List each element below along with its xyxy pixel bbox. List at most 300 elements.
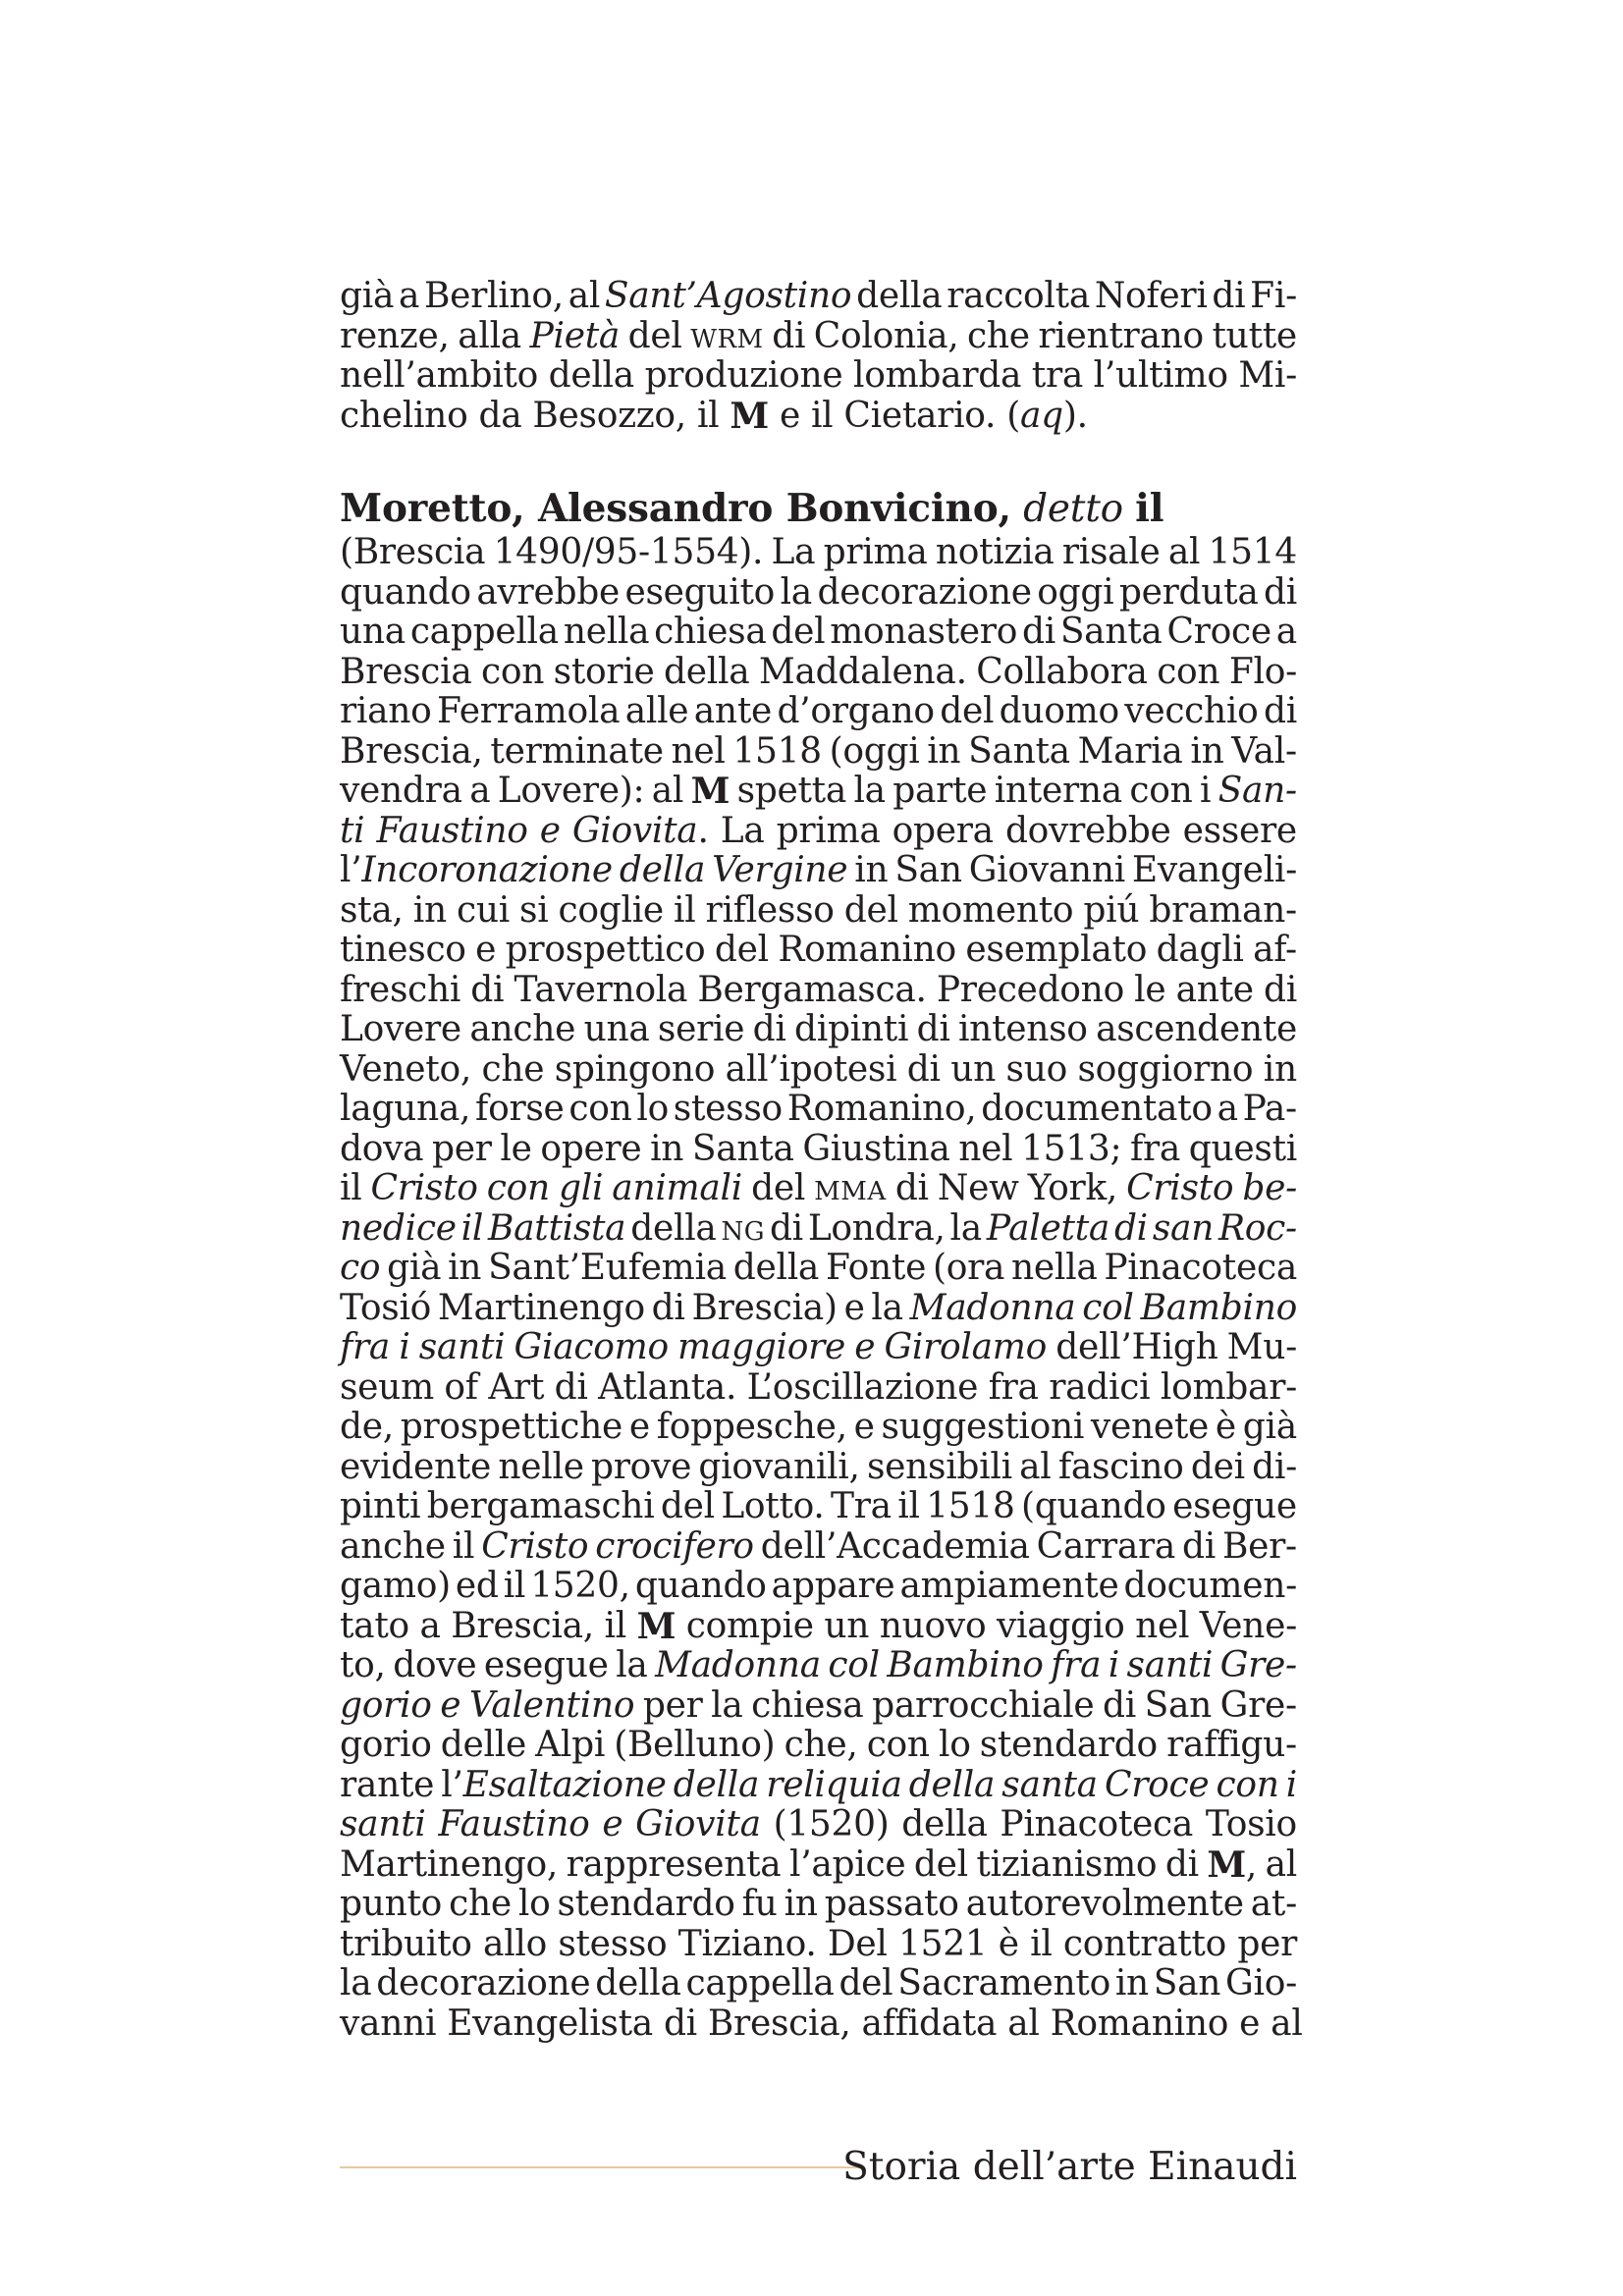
word: che <box>967 315 1030 356</box>
word: santi <box>418 1327 506 1367</box>
word: Gre- <box>1219 1684 1297 1726</box>
word: dipinti <box>794 1009 909 1049</box>
word: bergamaschi <box>426 1486 655 1526</box>
word: Santa <box>1059 612 1163 652</box>
word: nell’ambito <box>340 355 538 396</box>
word: contratto <box>1062 1923 1226 1964</box>
word: del <box>660 1486 715 1526</box>
word: maggiore <box>677 1327 846 1367</box>
text-line <box>340 1289 1297 1329</box>
text-line <box>340 1368 1297 1409</box>
word: di <box>1164 1843 1199 1885</box>
word: Croce <box>1166 612 1271 652</box>
word: per <box>432 1128 492 1169</box>
word: nelle <box>498 1446 584 1487</box>
word: Berlino, <box>423 276 564 316</box>
text-line <box>340 1964 1297 2004</box>
word: Giovita. <box>571 810 709 851</box>
word: 1518 <box>926 1486 1015 1526</box>
word: allo <box>483 1923 547 1964</box>
word: raccolta <box>947 276 1090 316</box>
word: gli <box>558 1168 604 1208</box>
word: (1520) <box>773 1804 890 1844</box>
word: piú <box>1083 889 1140 931</box>
text-line <box>340 277 1297 317</box>
word: del <box>714 930 769 970</box>
word: i <box>399 1327 410 1367</box>
word: di <box>651 1287 685 1328</box>
word: essere <box>1182 810 1297 851</box>
word: rientrano <box>1038 315 1204 356</box>
word: raffigu- <box>1166 1725 1297 1765</box>
word: Pa- <box>1242 1089 1297 1129</box>
word: (Brescia <box>340 532 486 572</box>
word: Cristo <box>370 1168 478 1208</box>
word: 1520, <box>530 1566 630 1606</box>
word: l’Esaltazione <box>441 1764 667 1805</box>
word: sta, <box>340 889 404 931</box>
word: da <box>478 395 522 436</box>
word: Lovere <box>340 1009 461 1049</box>
word: viaggio <box>996 1605 1125 1646</box>
word: di <box>769 1207 803 1249</box>
word: del <box>843 889 898 931</box>
word: in <box>854 850 889 890</box>
word: i <box>1199 771 1212 811</box>
word: Londra, <box>807 1207 946 1249</box>
word: La <box>771 532 816 572</box>
text-line <box>340 1527 1297 1568</box>
word: Collabora <box>976 651 1148 692</box>
word: di <box>1263 691 1297 731</box>
word: delle <box>440 1725 526 1765</box>
word: con <box>1157 651 1220 692</box>
word: tinesco <box>340 930 466 970</box>
text-line <box>340 812 1297 852</box>
word: san <box>1152 1207 1215 1249</box>
word: del <box>913 1843 968 1885</box>
text-line <box>340 1766 1297 1806</box>
word: Martinengo, <box>340 1843 559 1885</box>
word: in <box>412 889 447 931</box>
word: di <box>772 315 806 356</box>
word: de, <box>340 1407 394 1447</box>
word: appare <box>771 1566 895 1606</box>
word: prima <box>776 810 881 851</box>
word: in <box>784 1884 818 1924</box>
word: dei <box>1190 1446 1245 1487</box>
word: monastero <box>830 612 1018 652</box>
word: con <box>486 1168 550 1208</box>
word: al <box>1019 1446 1052 1487</box>
word: si <box>519 889 549 931</box>
word: anche <box>340 1525 446 1567</box>
word: d’organo <box>777 691 935 731</box>
word: e <box>1239 2002 1261 2044</box>
word: Romanino, <box>786 1089 977 1129</box>
word: a <box>469 771 491 811</box>
word: Brescia, <box>451 1605 594 1646</box>
word: una <box>340 612 406 652</box>
word: Vergine <box>712 850 848 890</box>
word: intenso <box>957 1009 1088 1049</box>
word: crocifero <box>595 1525 754 1567</box>
word: L’oscillazione <box>746 1366 979 1408</box>
word: dova <box>340 1128 424 1169</box>
word: che, <box>784 1725 858 1765</box>
text-line <box>340 1925 1297 1965</box>
word: risale <box>1061 532 1161 572</box>
word: Bambino <box>887 1645 1044 1685</box>
word: ante <box>1175 969 1254 1010</box>
text-line <box>340 397 1297 437</box>
word: Brescia <box>340 651 472 692</box>
word: la <box>780 571 812 613</box>
text-line <box>340 1448 1297 1488</box>
word: Fonte <box>825 1248 927 1288</box>
word: Ferramola <box>436 691 621 731</box>
entry-name: Moretto, Alessandro Bonvicino, <box>340 486 1011 531</box>
word: riflesso <box>705 889 835 931</box>
word: lo <box>636 1089 669 1129</box>
word: to, <box>340 1645 386 1685</box>
word: Fi- <box>1250 276 1297 316</box>
word: la <box>949 1207 982 1249</box>
text-line <box>340 891 1297 932</box>
word: nel <box>958 1128 1013 1169</box>
word: di <box>1103 1684 1136 1726</box>
word: renze, <box>340 315 450 356</box>
word: rante <box>340 1764 435 1805</box>
word: l’ultimo <box>1093 355 1228 396</box>
word: Bambino <box>1140 1287 1297 1328</box>
text-line <box>340 692 1297 732</box>
word: e <box>440 1684 461 1726</box>
word: dovrebbe <box>1004 810 1171 851</box>
word: opere <box>540 1128 642 1169</box>
word: ti <box>340 810 365 851</box>
word: in <box>650 1128 684 1169</box>
word: York, <box>1027 1168 1118 1208</box>
word: già <box>1242 1407 1297 1447</box>
word: la <box>853 771 886 811</box>
word: Carrara <box>1036 1525 1176 1567</box>
text-line <box>340 1805 1297 1845</box>
text-line <box>340 1726 1297 1766</box>
word: Alpi <box>535 1725 606 1765</box>
word: per <box>1237 1923 1297 1964</box>
text-line <box>340 1686 1297 1727</box>
word: di <box>1212 276 1246 316</box>
word: di <box>1264 969 1297 1010</box>
word: vendra <box>340 771 462 811</box>
word: a <box>1217 1089 1238 1129</box>
word: col <box>1082 1287 1134 1328</box>
word: e <box>475 930 497 970</box>
text-line <box>340 1328 1297 1368</box>
word: (Belluno) <box>614 1725 776 1765</box>
word: lo <box>938 1725 971 1765</box>
word: dagli <box>1156 930 1244 970</box>
word: al <box>1271 2002 1303 2044</box>
word: Tiziano. <box>677 1923 817 1964</box>
text-line <box>340 1209 1297 1250</box>
text-line <box>340 1607 1297 1647</box>
word: terminate <box>490 730 664 772</box>
word: San- <box>1217 771 1297 811</box>
word: documentato <box>981 1089 1213 1129</box>
entry-body <box>340 532 1303 2044</box>
word: Colonia, <box>813 315 959 356</box>
word: Cristo <box>481 1525 589 1567</box>
word: Besozzo, <box>532 395 686 436</box>
word: Pietà <box>529 315 621 356</box>
text-line <box>340 1169 1297 1209</box>
word: è <box>998 1923 1019 1964</box>
word: Sant’Agostino <box>604 276 852 316</box>
word: prospettiche <box>400 1407 623 1447</box>
word: Paletta <box>986 1207 1110 1249</box>
word: lombarda <box>853 355 1022 396</box>
word: 1518 <box>732 730 822 772</box>
word: è <box>1215 1407 1236 1447</box>
text-line <box>340 2002 1303 2045</box>
word: fu <box>741 1884 778 1924</box>
word: di <box>894 1168 929 1208</box>
word: fra <box>988 1366 1039 1408</box>
word: la <box>711 1684 743 1726</box>
word: Lotto. <box>721 1486 825 1526</box>
word: spetta <box>736 771 846 811</box>
word: il <box>604 1605 626 1646</box>
word: con <box>481 651 545 692</box>
word: al <box>568 276 601 316</box>
word: della <box>856 276 943 316</box>
word: notizia <box>935 532 1055 572</box>
word: Madonna <box>655 1645 821 1685</box>
word: eseguito <box>624 571 776 613</box>
text-line <box>340 1090 1297 1130</box>
word: WRM <box>690 324 764 354</box>
footer-title: Storia dell’arte Einaudi <box>842 2145 1297 2189</box>
word: passato <box>824 1884 959 1924</box>
word: di <box>906 1048 941 1090</box>
word: interna <box>994 771 1122 811</box>
word: San <box>1144 1684 1213 1726</box>
word: del <box>771 612 826 652</box>
word: e <box>853 1407 875 1447</box>
word: ante <box>693 691 772 731</box>
word: in <box>1114 1963 1149 2003</box>
word: del <box>839 1963 893 2003</box>
word: Croce <box>1104 1764 1210 1805</box>
word: Precedono <box>936 969 1124 1010</box>
word: Evangelista <box>447 2002 653 2044</box>
word: Evangeli- <box>1131 850 1297 890</box>
word: santi <box>340 1804 426 1844</box>
word: e <box>779 395 800 436</box>
text-line <box>340 732 1297 773</box>
word: esegue <box>483 1645 609 1685</box>
entry-epithet: detto <box>1023 487 1123 531</box>
word: di <box>1021 612 1055 652</box>
word: seum <box>340 1366 434 1408</box>
word: Cietario. <box>843 395 997 436</box>
word: nella <box>1011 1248 1098 1288</box>
word: Tosió <box>340 1287 432 1328</box>
word: forse <box>475 1089 565 1129</box>
word: di <box>1182 1525 1217 1567</box>
word: il <box>897 1486 920 1526</box>
word: questi <box>1188 1128 1297 1169</box>
word: 1514 <box>1208 532 1297 572</box>
word: il <box>696 395 720 436</box>
word: di <box>752 1009 786 1049</box>
word: punto <box>340 1884 443 1924</box>
word: e <box>628 1407 650 1447</box>
word: vecchio <box>1124 691 1259 731</box>
word: Gre- <box>1219 1645 1297 1685</box>
word: Vene- <box>1199 1605 1297 1646</box>
text-line <box>340 931 1297 971</box>
word: il <box>1030 1923 1053 1964</box>
word: ampiamente <box>899 1566 1119 1606</box>
word: vanni <box>340 2002 437 2044</box>
word: Roc- <box>1217 1207 1297 1249</box>
word: serie <box>657 1009 745 1049</box>
word: ed <box>455 1566 499 1606</box>
word: una <box>583 1009 650 1049</box>
word: Romanino <box>778 930 956 970</box>
word: del <box>627 315 682 356</box>
word: il <box>503 1566 526 1606</box>
word: animali <box>612 1168 742 1208</box>
word: Giovita <box>635 1804 761 1844</box>
word: fra <box>1051 1645 1102 1685</box>
text-line <box>340 1010 1297 1050</box>
word: San <box>1153 1963 1221 2003</box>
word: il <box>674 889 696 931</box>
word: i <box>1108 1645 1120 1685</box>
word: pinti <box>340 1486 421 1526</box>
word: della <box>901 1804 988 1844</box>
word: Noferi <box>1094 276 1208 316</box>
word: prove <box>591 1446 692 1487</box>
text-line <box>340 613 1297 653</box>
word: Maria <box>1077 730 1183 772</box>
word: gorio <box>340 1684 432 1726</box>
word: ascendente <box>1096 1009 1297 1049</box>
word: Del <box>827 1923 888 1964</box>
word: chiesa <box>654 612 767 652</box>
word: affidata <box>861 2002 998 2044</box>
word: stesso <box>673 1089 783 1129</box>
word: decorazione <box>376 1963 591 2003</box>
word: nel <box>1135 1605 1190 1646</box>
word: documen- <box>1123 1566 1297 1606</box>
word: 1490/95-1554). <box>493 532 764 572</box>
entry-article: il <box>1135 486 1164 531</box>
word: dell’Accademia <box>760 1525 1030 1567</box>
word: NG <box>721 1216 766 1247</box>
word: santa <box>1001 1764 1098 1805</box>
word: della <box>595 1963 681 2003</box>
text-line <box>340 1567 1297 1607</box>
text-line <box>340 1249 1297 1289</box>
word: per <box>642 1684 703 1726</box>
word: Tavernola <box>514 969 688 1010</box>
word: fra <box>1129 1128 1181 1169</box>
word: il <box>460 1207 484 1249</box>
word: alle <box>624 691 689 731</box>
word: nuovo <box>879 1605 987 1646</box>
word: Flo- <box>1228 651 1297 692</box>
word: M, <box>1207 1843 1258 1886</box>
word: co <box>340 1248 381 1288</box>
word: spingono <box>554 1048 716 1090</box>
word: dove <box>393 1645 477 1685</box>
word: coglie <box>558 889 664 931</box>
word: Brescia) <box>691 1287 838 1328</box>
word: freschi <box>340 969 461 1010</box>
word: suggestioni <box>881 1407 1085 1447</box>
text-line <box>340 1646 1297 1686</box>
word: prospettico <box>505 930 706 970</box>
word: i <box>1285 1764 1297 1805</box>
word: duomo <box>999 691 1119 731</box>
word: la <box>871 1287 903 1328</box>
word: at- <box>1250 1884 1297 1924</box>
word: il <box>452 1525 475 1567</box>
word: Giovanni <box>968 850 1125 890</box>
word: cappella <box>685 1963 835 2003</box>
word: radici <box>1049 1366 1151 1408</box>
word: tribuito <box>340 1923 472 1964</box>
word: Brescia, <box>340 730 483 772</box>
text-line <box>340 533 1297 573</box>
word: storie <box>553 651 655 692</box>
word: in <box>927 730 961 772</box>
word: Valentino <box>468 1684 635 1726</box>
word: santi <box>1126 1645 1214 1685</box>
word: al <box>1007 2002 1040 2044</box>
text-line <box>340 772 1297 812</box>
word: della <box>664 651 750 692</box>
word: e <box>539 810 561 851</box>
text-column <box>340 276 1303 2044</box>
word: M <box>690 771 730 812</box>
word: prima <box>823 532 928 572</box>
word: a <box>398 276 420 316</box>
word: di- <box>1252 1446 1297 1487</box>
word: stendardo <box>557 1884 735 1924</box>
word: momento <box>907 889 1074 931</box>
word: suo <box>1005 1048 1067 1090</box>
word: della <box>673 1764 760 1805</box>
word: parrocchiale <box>872 1684 1095 1726</box>
word: evidente <box>340 1446 492 1487</box>
word: Madonna <box>909 1287 1076 1328</box>
word: La <box>720 810 765 851</box>
word: chelino <box>340 395 468 436</box>
word: Brescia, <box>707 2002 851 2044</box>
word: con <box>1129 771 1193 811</box>
word: tato <box>340 1605 409 1646</box>
text-line <box>340 851 1297 891</box>
word: Sacramento <box>897 1963 1110 2003</box>
word: Maddalena. <box>758 651 967 692</box>
word: Romanino <box>1050 2002 1229 2044</box>
